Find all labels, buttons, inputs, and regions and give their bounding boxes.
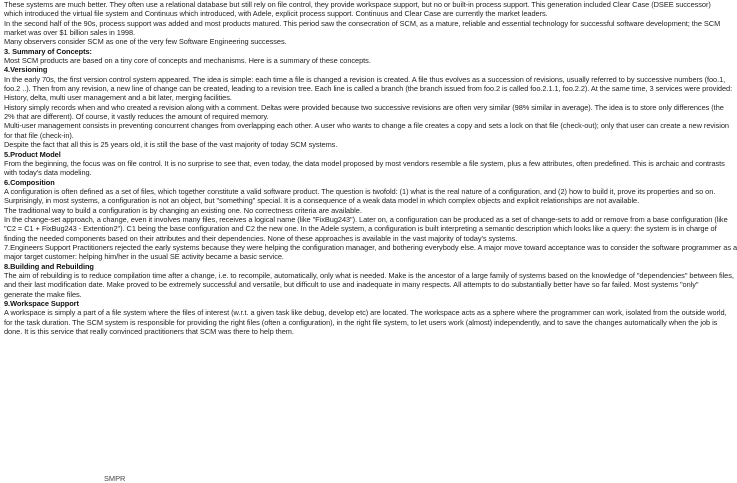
- section-heading: 6.Composition: [4, 177, 55, 187]
- section-heading: 8.Building and Rebuilding: [4, 261, 94, 271]
- section-heading: 4.Versioning: [4, 65, 48, 75]
- text-line: In the change-set approach, a change, even it involves many files, receives a logical name (like "FixBug243"). Later on, a configuration can be produced as a set of change-sets to add or remove from a base configuration (like: [4, 214, 728, 224]
- text-line: foo.2 ..). Then from any revision, a new line of change can be created, leading to a revision tree. Each line is called a branch (the branch issued from foo.2 is called foo.2.1.1, foo.2.2). At the same time, 3 services were provided:: [4, 84, 733, 94]
- text-line: In the early 70s, the first version control system appeared. The idea is simple: each time a file is changed a revision is created. A file thus evolves as a succession of revisions, usually referred to by successive numbers (foo.1,: [4, 74, 726, 84]
- text-line: History simply records when and who created a revision along with a comment. Deltas were provided because two successive revisions are often very similar (98% similar in average). The idea is to store only differences (the: [4, 102, 724, 112]
- text-line: Surprisingly, in most systems, a configuration is not an object, but "something" special. It is a consequence of a weak data model in which complex objects and explicit relationships are not available.: [4, 196, 640, 206]
- text-line: From the beginning, the focus was on file control. It is no surprise to see that, even today, the data model proposed by most vendors resemble a file system, plus a few attributes, often predefined. This is archaic and contrasts: [4, 158, 725, 168]
- text-line: for that file (check-in).: [4, 130, 74, 140]
- text-line: and their last modification date. Make proved to be extremely successful and versatile, but difficult to use and inadequate in many respects. All attempts to do substantially better have so far failed. Most systems "only": [4, 280, 699, 290]
- text-line: Most SCM products are based on a tiny core of concepts and mechanisms. Here is a summary of these concepts.: [4, 56, 371, 66]
- text-line: finding the needed components based on their attributes and their dependencies. None of these approaches is available in the vast majority of today's systems.: [4, 233, 518, 243]
- text-line: Despite the fact that all this is 25 years old, it is still the base of the vast majority of today SCM systems.: [4, 140, 338, 150]
- text-line: done. It is this service that really convinced practitioners that SCM was there to help them.: [4, 327, 294, 337]
- text-line: The aim of rebuilding is to reduce compilation time after a change, i.e. to recompile, automatically, only what is needed. Make is the ancestor of a large family of systems based on the knowledge of "dependencies" between files,: [4, 270, 734, 280]
- text-line: A workspace is simply a part of a file system where the files of interest (w.r.t. a given task like debug, develop etc) are located. The workspace acts as a sphere where the programmer can work, isolated from the outside world,: [4, 308, 727, 318]
- text-line: major target customer: helping him/her in the usual SE activity became a basic service.: [4, 252, 284, 262]
- text-line: with today's data modeling.: [4, 168, 92, 178]
- section-heading: 3. Summary of Concepts:: [4, 46, 92, 56]
- text-line: "C2 = C1 + FixBug243 - Extention2"). C1 being the base configuration and C2 the new one. In the Adele system, a configuration is built interpreting a semantic description which looks like a query: the system is in charge of: [4, 224, 717, 234]
- text-line: 7.Engineers Support Practitioners rejected the early systems because they were helping the configuration manager, and bothering everybody else. A major move toward acceptance was to consider the software programmer as a: [4, 242, 737, 252]
- section-heading: 9.Workspace Support: [4, 299, 79, 308]
- text-line: Many observers consider SCM as one of the very few Software Engineering successes.: [4, 37, 287, 47]
- text-line: market was over $1 billion sales in 1998.: [4, 28, 136, 38]
- text-line: for the task duration. The SCM system is responsible for providing the right files (often a configuration), in the right file system, to let users work (almost) independently, and to save the changes automatically when the job is: [4, 317, 718, 327]
- text-line: History, delta, multi user management and a bit later, merging facilities.: [4, 93, 232, 103]
- text-line: The traditional way to build a configuration is by changing an existing one. No correctness criteria are available.: [4, 205, 362, 215]
- clipped-next-line: SMPR: [104, 474, 126, 483]
- text-line: 2% that are different). Of course, it vastly reduces the amount of required memory.: [4, 112, 269, 122]
- text-line: Multi-user management consists in preventing concurrent changes from overlapping each other. A user who wants to change a file creates a copy and sets a lock on that file (check-out); only that user can create a new revision: [4, 121, 729, 131]
- text-line: A configuration is often defined as a set of files, which together constitute a valid software product. The question is twofold: (1) what is the real nature of a configuration, and (2) how to build it, prove its properties and so on.: [4, 186, 716, 196]
- text-line: In the second half of the 90s, process support was added and most products matured. This period saw the consecration of SCM, as a mature, reliable and essential technology for successful software development; the SCM: [4, 18, 721, 28]
- text-line: generate the make files.: [4, 289, 82, 299]
- text-line: These systems are much better. They often use a relational database but still rely on file control, they provide workspace support, but no or built-in process support. This generation included Clear Case (DSEE successor): [4, 0, 711, 9]
- section-heading: 5.Product Model: [4, 149, 61, 159]
- text-line: which introduced the virtual file system and Continuus which introduced, with Adele, explicit process support. Continuus and Clear Case are currently the market leaders.: [4, 9, 548, 19]
